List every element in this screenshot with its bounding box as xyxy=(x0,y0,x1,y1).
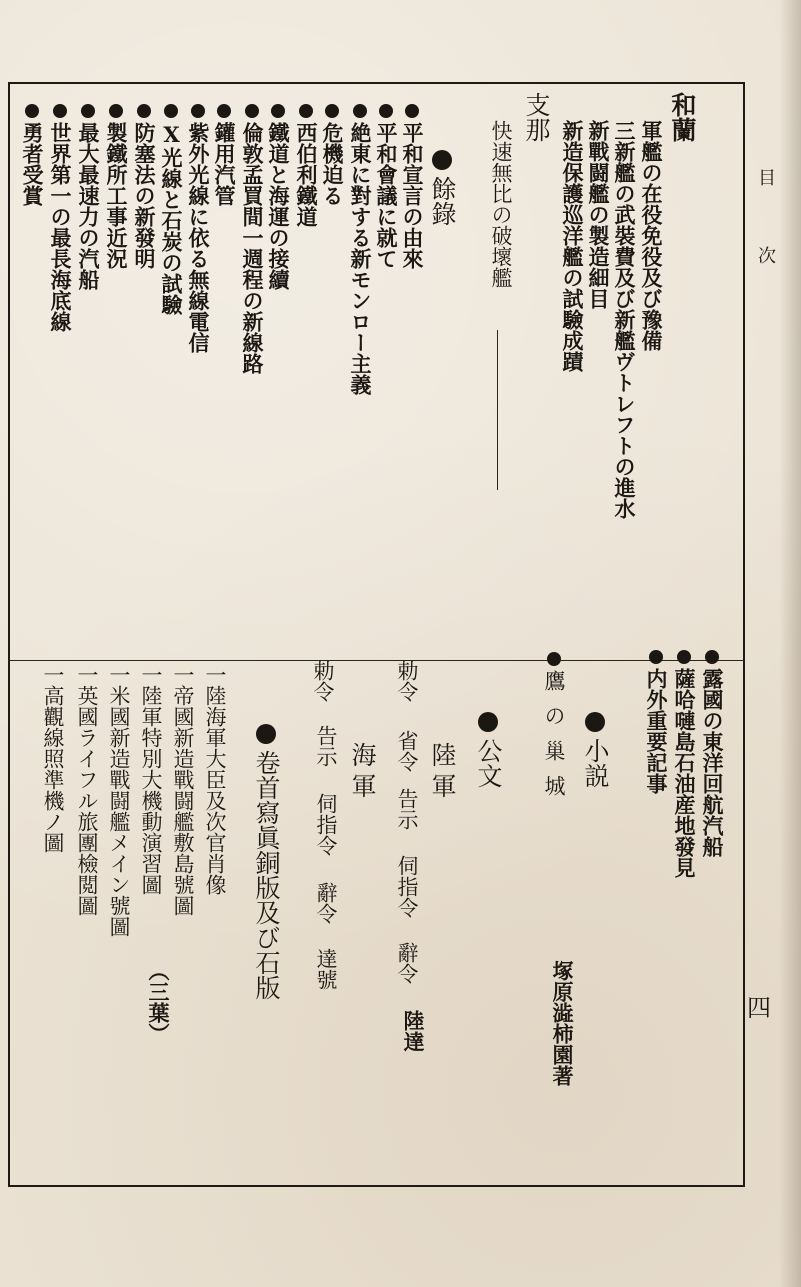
leader-line xyxy=(497,330,498,490)
misc-item-2: 平和會議に就て xyxy=(376,104,397,269)
bullet-icon xyxy=(325,104,339,118)
army-item-6: 陸達 xyxy=(401,1010,426,1052)
misc-item-5: 西伯利鐵道 xyxy=(296,104,317,227)
bullet-icon xyxy=(353,104,367,118)
misc-item-10: X光線と石炭の試驗 xyxy=(161,104,182,315)
bullet-icon xyxy=(547,652,561,666)
bullet-icon xyxy=(271,104,285,118)
news-item-1: 露國の東洋回航汽船 xyxy=(702,650,723,857)
frontispiece-item-2: 一帝國新造戰闘艦敷島號圖 xyxy=(171,664,195,916)
heading-official: 公文 xyxy=(476,712,501,788)
misc-item-12: 製鐵所工事近況 xyxy=(106,104,127,269)
frontispiece-item-4: 一米國新造戰闘艦メイン號圖 xyxy=(107,664,131,937)
misc-item-11: 防塞法の新發明 xyxy=(134,104,155,269)
page-edge-shadow xyxy=(779,0,801,1287)
novel-title: 鷹の巢城 xyxy=(543,652,564,810)
heading-frontispiece: 卷首寫眞銅版及び石版 xyxy=(254,724,279,1000)
novel-author: 塚原澁柿園著 xyxy=(550,960,575,1086)
bullet-icon xyxy=(191,104,205,118)
misc-item-6: 鐵道と海運の接續 xyxy=(268,104,289,290)
bullet-icon xyxy=(649,650,663,664)
army-item-4: 伺指令 xyxy=(395,855,419,918)
misc-item-9: 紫外光線に依る無線電信 xyxy=(188,104,209,353)
navy-item-4: 辭令 xyxy=(314,882,338,924)
section-divider xyxy=(8,660,745,661)
netherlands-item-2: 三新艦の武裝費及び新艦ヴトレフトの進水 xyxy=(612,120,637,519)
bullet-icon xyxy=(164,104,178,118)
navy-item-1: 勅令 xyxy=(311,660,335,702)
bullet-icon xyxy=(245,104,259,118)
netherlands-item-3: 新戰闘艦の製造細目 xyxy=(586,120,611,309)
bullet-icon xyxy=(299,104,313,118)
frontispiece-item-6: 一高觀線照準機ノ圖 xyxy=(41,664,65,853)
bullet-icon xyxy=(379,104,393,118)
news-item-2: 薩哈嗹島石油産地發見 xyxy=(674,650,695,878)
bullet-icon xyxy=(109,104,123,118)
heading-china: 支那 xyxy=(522,92,551,142)
misc-item-15: 勇者受賞 xyxy=(22,104,43,206)
heading-navy: 海軍 xyxy=(348,742,377,804)
netherlands-item-1: 軍艦の在役免役及び豫備 xyxy=(639,120,664,351)
bullet-icon xyxy=(478,712,498,732)
heading-army: 陸軍 xyxy=(428,742,457,804)
misc-item-3: 絶東に對する新モンロー主義 xyxy=(350,104,371,395)
heading-netherlands: 和蘭 xyxy=(668,92,697,142)
bullet-icon xyxy=(53,104,67,118)
army-item-2: 省令 xyxy=(395,730,419,772)
misc-item-14: 世界第一の最長海底線 xyxy=(50,104,71,332)
misc-item-7: 倫敦孟買間一週程の新線路 xyxy=(242,104,263,374)
bullet-icon xyxy=(217,104,231,118)
navy-item-5: 達號 xyxy=(314,948,338,990)
army-item-1: 勅令 xyxy=(395,660,419,702)
frontispiece-item-3: 一陸軍特別大機動演習圖 xyxy=(139,664,163,895)
bullet-icon xyxy=(585,712,605,732)
running-title: 目次 xyxy=(755,168,776,324)
army-item-3: 告示 xyxy=(395,788,419,830)
heading-novel: 小説 xyxy=(583,712,608,788)
navy-item-2: 告示 xyxy=(314,725,338,767)
frontispiece-item-5: 一英國ライフル旅團檢閲圖 xyxy=(75,664,99,916)
misc-item-4: 危機迫る xyxy=(322,104,343,206)
bullet-icon xyxy=(256,724,276,744)
china-item-1: 快速無比の破壞艦 xyxy=(489,120,513,288)
news-item-3: 内外重要記事 xyxy=(646,650,667,794)
page-number: 四 xyxy=(747,994,771,1022)
misc-item-1: 平和宣言の由來 xyxy=(402,104,423,269)
bullet-icon xyxy=(677,650,691,664)
bullet-icon xyxy=(705,650,719,664)
frontispiece-note: （三葉） xyxy=(146,960,171,1044)
frontispiece-item-1: 一陸海軍大臣及次官肖像 xyxy=(203,664,227,895)
heading-misc: 餘錄 xyxy=(430,150,455,226)
bullet-icon xyxy=(405,104,419,118)
army-item-5: 辭令 xyxy=(395,942,419,984)
misc-item-13: 最大最速力の汽船 xyxy=(78,104,99,290)
bullet-icon xyxy=(25,104,39,118)
netherlands-item-4: 新造保護巡洋艦の試驗成蹟 xyxy=(560,120,585,372)
navy-item-3: 伺指令 xyxy=(314,793,338,856)
misc-item-8: 鑵用汽管 xyxy=(214,104,235,206)
bullet-icon xyxy=(137,104,151,118)
bullet-icon xyxy=(81,104,95,118)
bullet-icon xyxy=(432,150,452,170)
